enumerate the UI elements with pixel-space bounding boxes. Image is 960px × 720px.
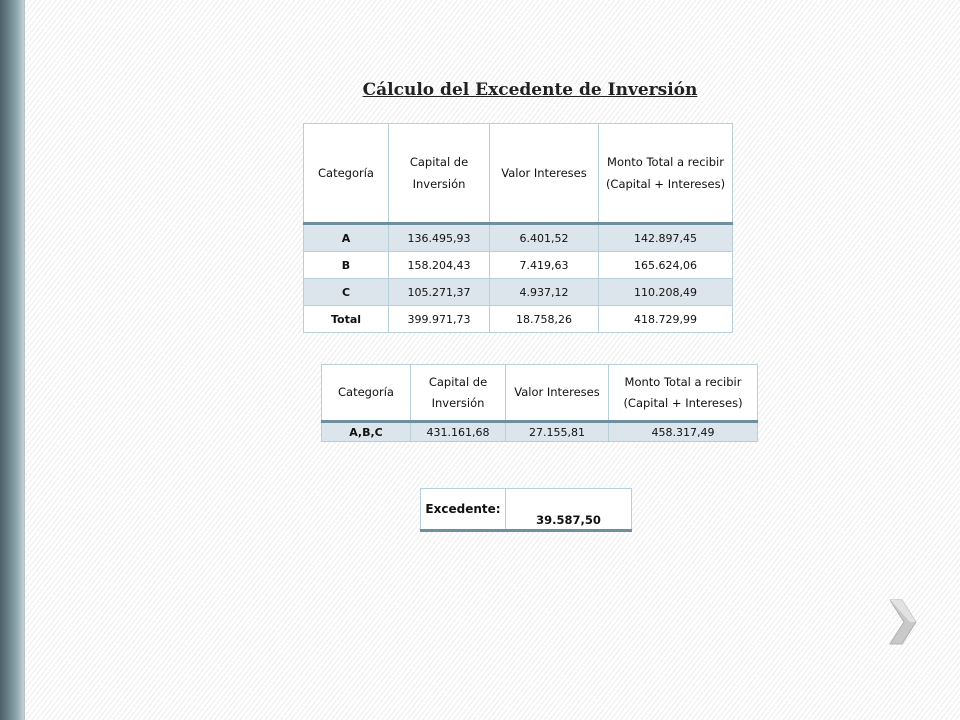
column-header: Capital de Inversión [411, 365, 506, 422]
table-cell: 105.271,37 [389, 279, 490, 306]
table-cell: 431.161,68 [411, 422, 506, 442]
excedente-value: 39.587,50 [506, 489, 632, 531]
table-cell: Total [304, 306, 389, 333]
chevron-right-icon[interactable] [884, 598, 918, 646]
table-cell: C [304, 279, 389, 306]
column-header: Valor Intereses [490, 124, 599, 224]
table-cell: 136.495,93 [389, 224, 490, 252]
table-cell: 7.419,63 [490, 252, 599, 279]
table-row-total [304, 306, 733, 333]
table-header-row [322, 365, 758, 422]
column-header: Categoría [304, 124, 389, 224]
excedente-label: Excedente: [421, 489, 506, 531]
table-row [304, 252, 733, 279]
table-cell: 142.897,45 [599, 224, 733, 252]
column-header: Capital de Inversión [389, 124, 490, 224]
page-title: Cálculo del Excedente de Inversión [362, 80, 698, 100]
table-cell: 458.317,49 [609, 422, 758, 442]
combined-investment-table [321, 364, 758, 442]
table-cell: 165.624,06 [599, 252, 733, 279]
table-cell: 399.971,73 [389, 306, 490, 333]
table-cell: 418.729,99 [599, 306, 733, 333]
table-cell: 18.758,26 [490, 306, 599, 333]
investment-table [303, 123, 733, 333]
slide-sidebar-bar [0, 0, 25, 720]
column-header: Categoría [322, 365, 411, 422]
table-cell: 158.204,43 [389, 252, 490, 279]
table-cell: 4.937,12 [490, 279, 599, 306]
column-header: Valor Intereses [506, 365, 609, 422]
column-header: Monto Total a recibir (Capital + Intereses) [599, 124, 733, 224]
table-row [322, 422, 758, 442]
table-row [304, 279, 733, 306]
table-header-row [304, 124, 733, 224]
table-cell: B [304, 252, 389, 279]
table-row [421, 489, 632, 531]
table-cell: A,B,C [322, 422, 411, 442]
table-cell: 6.401,52 [490, 224, 599, 252]
table-cell: 27.155,81 [506, 422, 609, 442]
excedente-table [420, 488, 632, 532]
table-cell: A [304, 224, 389, 252]
column-header: Monto Total a recibir (Capital + Intereses) [609, 365, 758, 422]
table-row [304, 224, 733, 252]
table-cell: 110.208,49 [599, 279, 733, 306]
